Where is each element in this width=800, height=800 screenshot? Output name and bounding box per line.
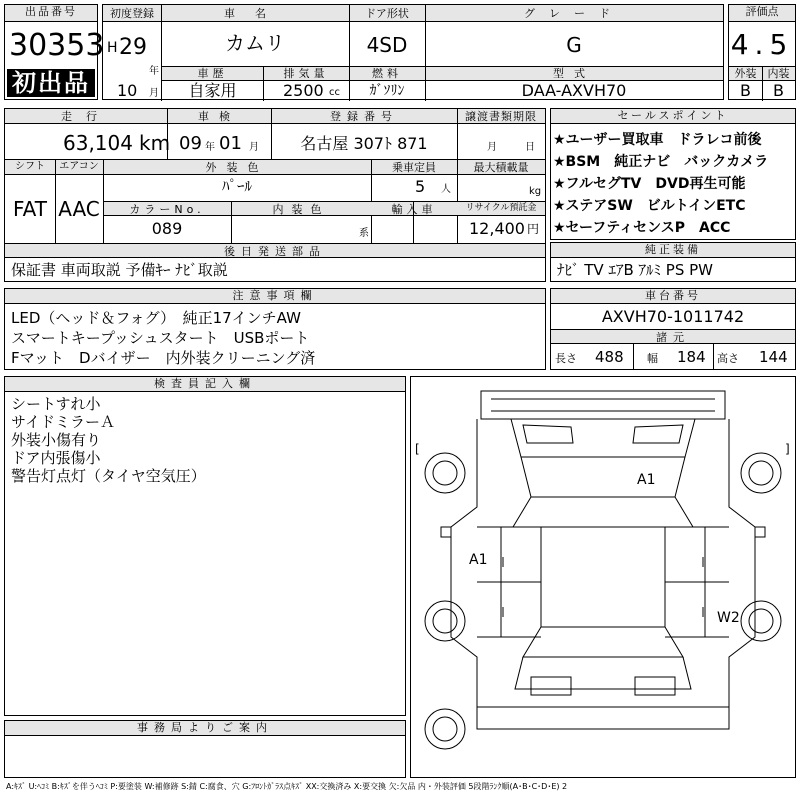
legend-footer: A:ｷｽﾞ U:ﾍｺﾐ B:ｷｽﾞを伴うﾍｺﾐ P:要塗装 W:補修跡 S:錆 C:腐食、穴 G:ﾌﾛﾝﾄｶﾞﾗｽ点ｷｽﾞ XX:交換済み X:要交換 欠:欠品 内・外装評価 5段階ﾗﾝｸ順(A･B･C･D･E) 2 <box>6 782 568 791</box>
exterior-color: ﾊﾟｰﾙ <box>221 177 252 195</box>
office-box <box>4 720 406 778</box>
capacity-unit: 人 <box>441 184 451 195</box>
vehicle-details-box <box>4 108 546 282</box>
inspector-line: 警告灯点灯（タイヤ空気圧） <box>11 467 206 485</box>
first-reg-label: 初度登録 <box>110 7 154 20</box>
main-info-box <box>102 4 724 100</box>
inspection-label: 車検 <box>198 110 240 123</box>
displacement-unit: cc <box>329 87 340 98</box>
sales-point: ★ステアSW ビルトインETC <box>553 198 746 214</box>
ac-label: エアコン <box>59 161 99 172</box>
score-box <box>728 4 796 100</box>
lot-box <box>4 4 105 100</box>
fuel: ｶﾞｿﾘﾝ <box>369 83 405 99</box>
length: 488 <box>595 348 624 366</box>
inspector-line: シートすれ小 <box>11 395 101 413</box>
inspector-line: 外装小傷有り <box>11 431 102 449</box>
bracket-left: [ <box>415 442 420 456</box>
int-color-label: 内装色 <box>272 203 330 216</box>
later-parts-label: 後日発送部品 <box>224 245 326 258</box>
length-label: 長さ <box>555 352 577 365</box>
inspection-month: 01 <box>219 133 242 154</box>
sales-point: ★BSM 純正ナビ バックカメラ <box>553 154 769 170</box>
recycle-fee: 12,400 <box>469 219 525 238</box>
lot-number: 30353 <box>9 28 105 63</box>
history-label: 車歴 <box>197 67 228 80</box>
car-name: カムリ <box>225 31 285 55</box>
shift: FAT <box>12 197 47 221</box>
damage-mark: W2 <box>717 610 740 626</box>
inspector-line: ドア内張傷小 <box>11 449 101 467</box>
interior-grade: B <box>773 81 784 100</box>
int-color-unit: 系 <box>359 228 369 239</box>
height: 144 <box>759 348 788 366</box>
car-diagram <box>411 377 795 777</box>
door-type: 4SD <box>366 33 408 57</box>
score-value: 4.5 <box>730 28 794 61</box>
chassis-label: 車台番号 <box>551 289 795 304</box>
first-listing-badge: 初出品 <box>7 69 95 97</box>
height-label: 高さ <box>717 352 739 365</box>
equipment-label: 純正装備 <box>551 243 795 258</box>
width: 184 <box>677 348 706 366</box>
color-no-label: カラーNo. <box>129 203 205 216</box>
grade: G <box>566 33 582 57</box>
color-number: 089 <box>151 219 183 238</box>
mileage: 63,104 <box>63 131 133 155</box>
fuel-label: 燃料 <box>372 67 402 80</box>
color-label: 外装色 <box>205 161 269 174</box>
dims-label: 諸元 <box>656 331 690 344</box>
office-label: 事務局よりご案内 <box>5 721 405 736</box>
note-line: Fマット Dバイザー 内外装クリーニング済 <box>11 349 316 367</box>
load-label: 最大積載量 <box>473 161 529 174</box>
inspection-month-unit: 月 <box>249 142 259 153</box>
sales-point: ★ユーザー買取車 ドラレコ前後 <box>553 132 762 148</box>
inspector-line: サイドミラーＡ <box>11 413 115 431</box>
load-unit: kg <box>529 186 542 197</box>
chassis-number: AXVH70-1011742 <box>601 307 745 326</box>
capacity: 5 <box>415 177 426 196</box>
lot-label: 出品番号 <box>5 5 97 22</box>
history: 自家用 <box>188 81 237 100</box>
bracket-right: ] <box>785 442 790 456</box>
door-label: ドア形状 <box>365 7 409 20</box>
registration-number: 名古屋 307ﾄ 871 <box>300 134 428 153</box>
notes-label: 注意事項欄 <box>5 289 545 304</box>
exterior-grade: B <box>740 81 751 100</box>
recycle-unit: 円 <box>527 222 540 236</box>
capacity-label: 乗車定員 <box>392 161 436 174</box>
equipment: ﾅﾋﾞ TV ｴｱB ｱﾙﾐ PS PW <box>557 261 713 279</box>
shift-label: シフト <box>15 161 45 172</box>
score-label: 評価点 <box>729 5 795 22</box>
equipment-box <box>550 242 796 282</box>
model-label: 型式 <box>553 67 595 80</box>
displacement-label: 排気量 <box>283 67 329 80</box>
era: H <box>107 40 118 56</box>
transfer-day-unit: 日 <box>525 142 535 153</box>
sales-points-box <box>550 108 796 240</box>
first-reg-month: 10 <box>117 81 138 100</box>
model: DAA-AXVH70 <box>521 81 627 100</box>
displacement: 2500 <box>283 81 324 100</box>
damage-mark: A1 <box>637 472 656 488</box>
sales-points-label: セールスポイント <box>551 109 795 124</box>
inspection-year-unit: 年 <box>205 142 215 153</box>
damage-diagram-box <box>410 376 796 778</box>
mileage-unit: km <box>139 131 171 155</box>
grade-label: グレード <box>524 7 624 20</box>
inspection-year: 09 <box>179 133 202 154</box>
sales-point: ★セーフティセンスP ACC <box>553 220 731 236</box>
reg-label: 登録番号 <box>330 110 398 123</box>
transfer-label: 譲渡書類期限 <box>465 110 537 123</box>
exterior-label: 外装 <box>734 67 757 80</box>
mileage-label: 走行 <box>61 110 111 123</box>
import-label: 輸入車 <box>391 203 437 216</box>
notes-box <box>4 288 546 370</box>
inspector-box <box>4 376 406 716</box>
air-conditioner: AAC <box>58 197 100 221</box>
chassis-box <box>550 288 796 370</box>
later-parts: 保証書 車両取説 予備ｷｰ ﾅﾋﾞ取説 <box>11 261 228 279</box>
interior-label: 内装 <box>767 67 790 80</box>
sales-point: ★フルセグTV DVD再生可能 <box>553 176 746 192</box>
note-line: スマートキープッシュスタート USBポート <box>11 329 310 347</box>
recycle-label: リサイクル預託金 <box>465 203 537 213</box>
transfer-month-unit: 月 <box>487 142 497 153</box>
year-unit: 年 <box>149 66 159 77</box>
inspector-label: 検査員記入欄 <box>5 377 405 392</box>
month-unit: 月 <box>149 88 159 99</box>
damage-mark: A1 <box>469 552 488 568</box>
width-label: 幅 <box>647 352 658 365</box>
note-line: LED（ヘッド＆フォグ） 純正17インチAW <box>11 309 301 327</box>
first-reg-year: 29 <box>119 35 147 60</box>
car-name-label: 車名 <box>224 7 286 20</box>
